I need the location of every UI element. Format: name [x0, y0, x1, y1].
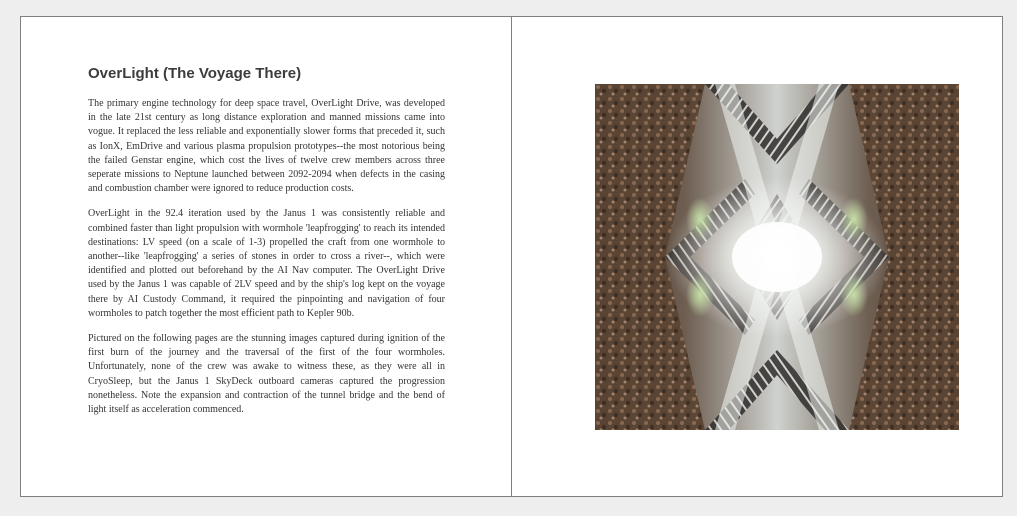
right-page — [512, 17, 1002, 496]
paragraph-1: The primary engine technology for deep space travel, OverLight Drive, was developed in the late 21st century as long distance exploration and manned missions came into vogue. It replaced the less reliable and exponentially slower forms that preceded it, such as IonX, EmDrive and various plasma propulsion prototypes--the most notorious being the failed Genstar engine, which cost the lives of twelve crew members across three seperate missions to Neptune launched between 2092-2094 when defects in the casing and combustion chamber were ignored to reduce production costs. — [88, 98, 445, 195]
kaleidoscope-image — [595, 84, 959, 430]
left-page — [21, 17, 511, 496]
body-text — [88, 97, 445, 428]
wormhole-photo — [595, 84, 959, 430]
page-title: OverLight (The Voyage There) — [88, 65, 302, 82]
paragraph-3: Pictured on the following pages are the stunning images captured during ignition of the first burn of the journey and the traversal of the first of the four wormholes. Unfortunately, none of the crew was awake to witness these, as they were all in CryoSleep, but the Janus 1 SkyDeck outboard cameras captured the progression nonetheless. Note the expansion and contraction of the tunnel bridge and the bend of light itself as acceleration commenced. — [88, 333, 445, 416]
book-spread — [20, 16, 1003, 497]
paragraph-2: OverLight in the 92.4 iteration used by the Janus 1 was consistently reliable and combined faster than light propulsion with wormhole 'leapfrogging' to reach its intended destinations: LV speed (on a scale of 1-3) propelled the craft from one wormhole to another--like 'leapfrogging' a series of stones in order to cross a river--, which were identified and plotted out beforehand by the AI Nav computer. The OverLight Drive used by the Janus 1 was capable of 2LV speed and by the ship's log kept on the voyage there by AI Custody Command, it required the pinpointing and navigation of four wormholes to patch together the most efficient path to Kepler 90b. — [88, 208, 445, 319]
